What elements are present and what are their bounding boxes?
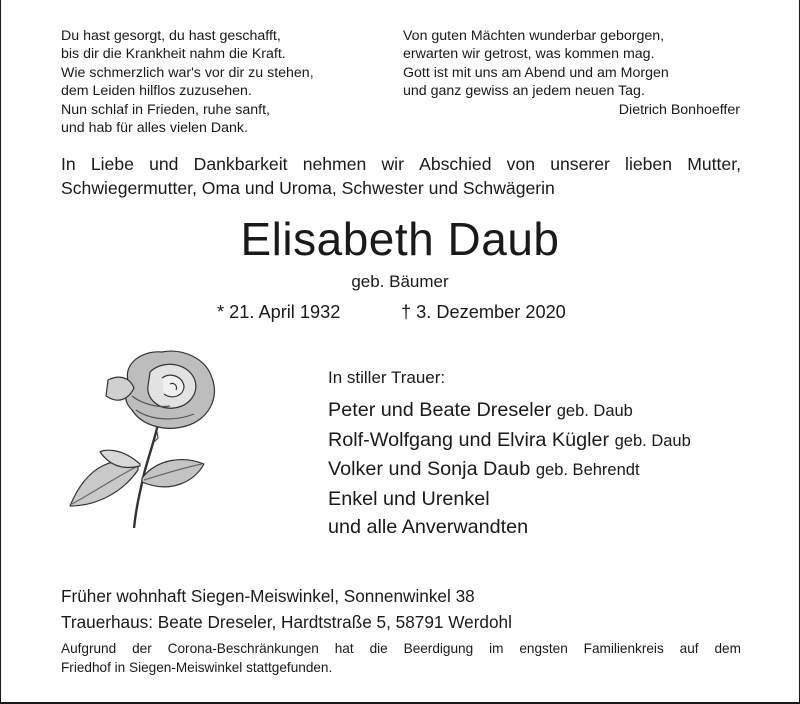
mourner-maiden-name: geb. Daub xyxy=(614,431,691,450)
word: und xyxy=(149,154,179,174)
intro-text xyxy=(61,152,741,200)
note-line-2: Friedhof in Siegen-Meiswinkel stattgefunden. xyxy=(61,659,333,675)
mourner-name: Volker und Sonja Daub xyxy=(328,458,531,480)
birth-date: * 21. April 1932 xyxy=(217,302,341,322)
word: Corona-Beschränkungen xyxy=(167,641,319,656)
poem-line: Nun schlaf in Frieden, ruhe sanft, xyxy=(61,101,270,118)
word: die xyxy=(369,641,388,656)
poem-line: erwarten wir getrost, was kommen mag. xyxy=(403,46,655,63)
poem-line: Gott ist mit uns am Abend und am Morgen xyxy=(403,64,669,81)
poem-line: dem Leiden hilflos zuzusehen. xyxy=(61,83,252,100)
word: nehmen xyxy=(302,154,367,174)
note-line-1 xyxy=(61,640,741,659)
address-block xyxy=(61,584,512,635)
word: lieben xyxy=(625,154,673,174)
word: Familienkreis xyxy=(583,641,664,656)
death-date: † 3. Dezember 2020 xyxy=(401,302,566,322)
word: wir xyxy=(381,154,404,174)
deceased-maiden-name: geb. Bäumer xyxy=(351,272,449,291)
word: engsten xyxy=(519,641,568,656)
poem-left xyxy=(61,27,314,137)
word: auf xyxy=(679,641,699,656)
poem-line: und ganz gewiss an jedem neuen Tag. xyxy=(403,83,645,100)
word: Dankbarkeit xyxy=(193,154,288,174)
deceased-name: Elisabeth Daub xyxy=(240,213,560,265)
mourning-house: Trauerhaus: Beate Dreseler, Hardtstraße 5, 58791 Werdohl xyxy=(61,611,512,632)
mourner-entry xyxy=(328,455,691,485)
poem-line: Wie schmerzlich war's vor dir zu stehen, xyxy=(61,64,314,81)
word: dem xyxy=(714,641,741,656)
mourner-entry xyxy=(328,485,691,514)
poem-line: und hab für alles vielen Dank. xyxy=(61,120,248,137)
poem-line: Von guten Mächten wunderbar geborgen, xyxy=(403,28,665,44)
mourner-maiden-name: geb. Daub xyxy=(556,402,633,420)
word: In xyxy=(61,154,76,174)
mourner-name: Rolf-Wolfgang und Elvira Kügler xyxy=(328,428,610,451)
mourner-name: Peter und Beate Dreseler xyxy=(328,399,552,421)
word: Aufgrund xyxy=(61,641,117,656)
word: von xyxy=(506,154,536,174)
poem-right xyxy=(403,27,740,119)
word: der xyxy=(132,641,152,656)
mourner-name: und alle Anverwandten xyxy=(328,516,529,538)
word: Liebe xyxy=(90,154,134,174)
mourner-maiden-name: geb. Behrendt xyxy=(535,461,640,479)
mourner-entry xyxy=(328,426,691,456)
former-residence: Früher wohnhaft Siegen-Meiswinkel, Sonnenwinkel 38 xyxy=(61,586,475,606)
word: Abschied xyxy=(419,154,492,174)
mourner-entry xyxy=(328,396,691,426)
poem-author: Dietrich Bonhoeffer xyxy=(618,101,740,118)
word: Beerdigung xyxy=(403,641,474,656)
mourners-heading: In stiller Trauer: xyxy=(328,368,446,387)
poem-line: bis dir die Krankheit nahm die Kraft. xyxy=(61,46,286,63)
word: Mutter, xyxy=(687,154,741,174)
mourners-list xyxy=(328,396,691,542)
word: hat xyxy=(334,641,354,656)
intro-line-2: Schwiegermutter, Oma und Uroma, Schwester und Schwägerin xyxy=(61,178,555,198)
mourner-entry xyxy=(328,513,691,542)
funeral-note xyxy=(61,640,741,677)
word: im xyxy=(489,641,504,656)
rose-icon xyxy=(58,346,224,532)
poem-line: Du hast gesorgt, du hast geschafft, xyxy=(61,28,281,44)
word: unserer xyxy=(550,154,610,174)
intro-line-1 xyxy=(61,152,741,176)
mourner-name: Enkel und Urenkel xyxy=(328,487,490,510)
